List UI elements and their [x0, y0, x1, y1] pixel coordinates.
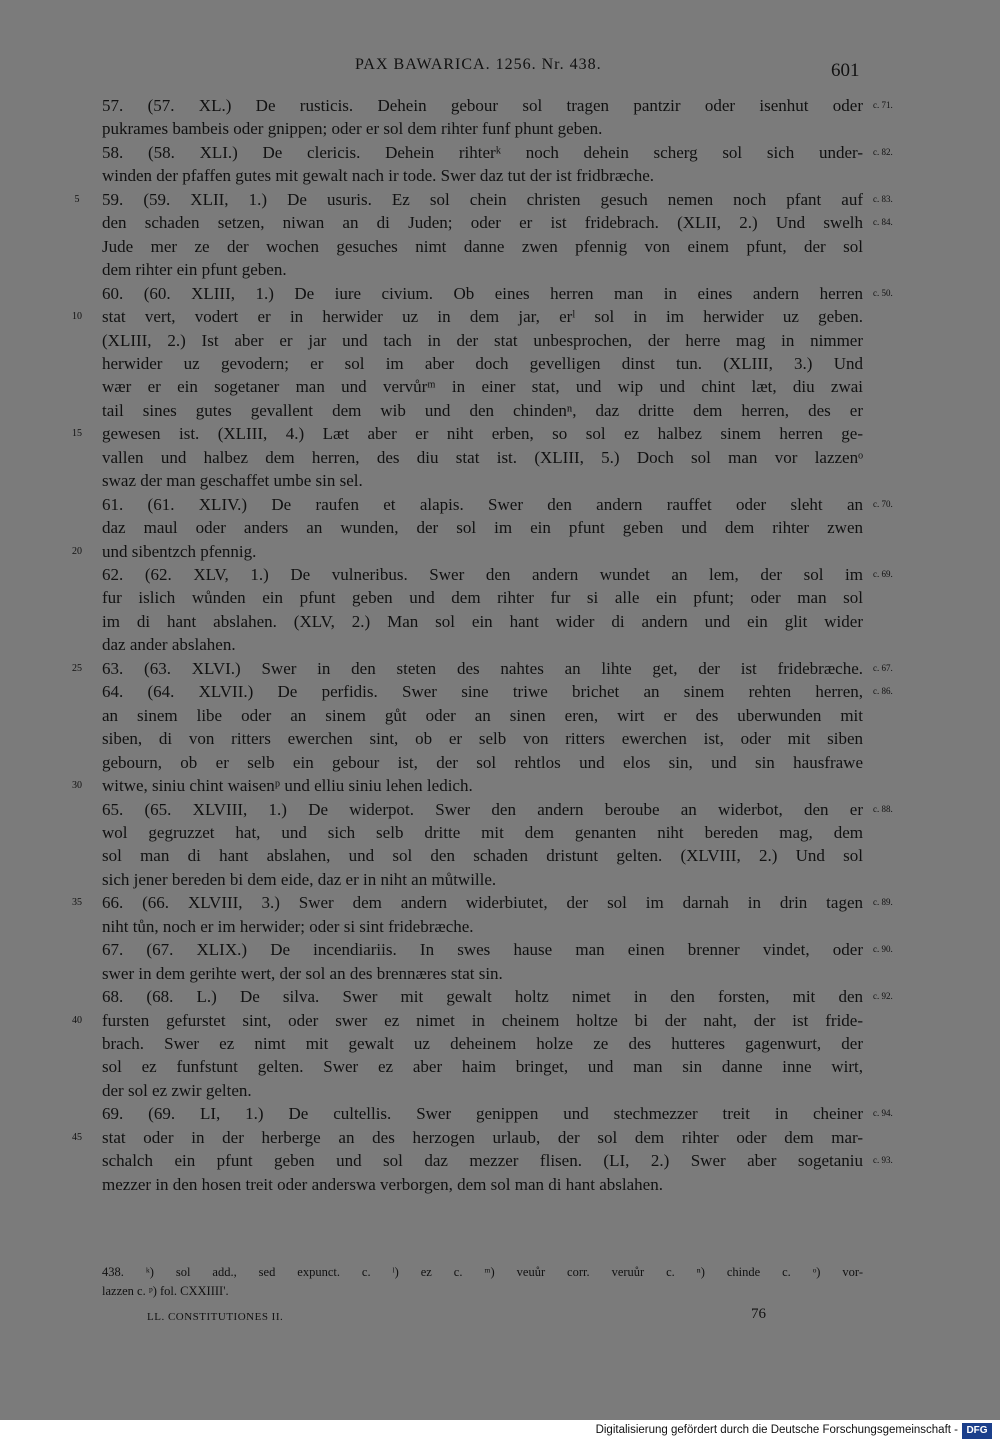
- text-line: niht tůn, noch er im herwider; oder si sint fridebræche.: [102, 916, 474, 936]
- text-line: brach. Swer ez nimt mit gewalt uz deheinem holze ze des hutteres gagenwurt, der: [102, 1034, 863, 1053]
- footnote-line: lazzen c. ᵖ) fol. CXXIIII'.: [102, 1284, 229, 1298]
- text-line: 63. (63. XLVI.) Swer in den steten des nahtes an lihte get, der ist fridebræche.: [102, 658, 863, 678]
- text-line: swer in dem gerihte wert, der sol an des brennæres stat sin.: [102, 963, 503, 983]
- text-line: tail sines gutes gevallent dem wib und den chindenⁿ, daz dritte dem herren, des er: [102, 400, 863, 420]
- footnote-line: 438. ᵏ) sol add., sed expunct. c. ˡ) ez c. ᵐ) veuůr corr. veruůr c. ⁿ) chinde c. ᵒ) vor-: [102, 1265, 863, 1279]
- text-line: winden der pfaffen gutes mit gewalt nach ir tode. Swer daz tut der ist fridbræche.: [102, 166, 655, 186]
- text-line: pukrames bambeis oder gnippen; oder er sol dem rihter funf phunt geben.: [102, 119, 603, 139]
- margin-reference: c. 90.: [873, 944, 893, 955]
- text-line: fur islich wůnden ein pfunt geben und dem rihter fur si alle ein pfunt; oder man sol: [102, 588, 863, 608]
- text-line: daz maul oder anders an wunden, der sol im ein pfunt geben und dem rihter zwen: [102, 518, 863, 538]
- funding-notice: Digitalisierung gefördert durch die Deutsche Forschungsgemeinschaft -: [595, 1424, 958, 1436]
- text-line: 60. (60. XLIII, 1.) De iure civium. Ob eines herren man in eines andern herren: [102, 283, 863, 303]
- digitization-banner: [0, 1420, 1000, 1444]
- text-line: 62. (62. XLV, 1.) De vulneribus. Swer den andern wundet an lem, der sol im: [102, 565, 863, 584]
- line-number: 15: [72, 428, 82, 440]
- running-header: PAX BAWARICA. 1256. Nr. 438.: [355, 56, 602, 73]
- text-line: herwider uz gevodern; er sol im aber doch gevelligen dinst tun. (XLIII, 3.) Und: [102, 353, 863, 373]
- text-line: dem rihter ein pfunt geben.: [102, 260, 287, 280]
- text-line: fursten gefurstet sint, oder swer ez nimet in cheinem holtze bi der naht, der ist fride-: [102, 1010, 863, 1030]
- line-number: 45: [72, 1131, 82, 1143]
- text-line: wol gegruzzet hat, und sich selb dritte mit dem genanten niht bereden mag, dem: [102, 822, 863, 842]
- text-line: 61. (61. XLIV.) De raufen et alapis. Swer den andern rauffet oder sleht an: [102, 494, 863, 514]
- text-line: Jude mer ze der wochen gesuches nimt danne zwen pfennig von einem pfunt, der sol: [102, 236, 863, 256]
- margin-reference: c. 67.: [873, 662, 893, 673]
- text-line: schalch ein pfunt geben und sol daz mezzer flisen. (LI, 2.) Swer aber sogetaniu: [102, 1151, 863, 1171]
- margin-reference: c. 92.: [873, 991, 893, 1002]
- margin-reference: c. 89.: [873, 897, 893, 908]
- text-line: sol ez funfstunt gelten. Swer ez aber haim bringet, und man sin danne inne wirt,: [102, 1057, 863, 1077]
- text-line: sich jener bereden bi dem eide, daz er in niht an můtwille.: [102, 869, 497, 889]
- text-line: wær er ein sogetaner man und vervůrᵐ in einer stat, und wip und chint læt, diu zwai: [102, 377, 863, 397]
- text-line: 59. (59. XLII, 1.) De usuris. Ez sol chein christen gesuch nemen noch pfant auf: [102, 189, 863, 209]
- text-line: im di hant abslahen. (XLV, 2.) Man sol ein hant wider di andern und ein glit wider: [102, 611, 863, 631]
- line-number: 20: [72, 545, 82, 557]
- text-line: vallen und halbez dem herren, des diu stat ist. (XLIII, 5.) Doch sol man vor lazzenᵒ: [102, 447, 863, 467]
- text-line: 58. (58. XLI.) De clericis. Dehein rihterᵏ noch dehein scherg sol sich under-: [102, 142, 863, 162]
- text-line: swaz der man geschaffet umbe sin sel.: [102, 471, 363, 491]
- line-number: 10: [72, 311, 82, 323]
- line-number: 40: [72, 1014, 82, 1026]
- text-line: siben, di von ritters ewerchen sint, ob er selb von ritters ewerchen ist, oder mit siben: [102, 729, 863, 749]
- margin-reference: c. 86.: [873, 686, 893, 697]
- margin-reference: c. 88.: [873, 803, 893, 814]
- line-number: 35: [72, 897, 82, 909]
- margin-reference: c. 84.: [873, 217, 893, 228]
- margin-reference: c. 70.: [873, 498, 893, 509]
- text-line: 67. (67. XLIX.) De incendiariis. In swes hause man einen brenner vindet, oder: [102, 940, 863, 960]
- text-line: den schaden setzen, niwan an di Juden; oder er ist fridebrach. (XLII, 2.) Und swelh: [102, 213, 863, 233]
- page-number: 601: [831, 60, 860, 81]
- text-line: gewesen ist. (XLIII, 4.) Læt aber er niht erben, so sol ez halbez sinem herren ge-: [102, 424, 863, 444]
- text-line: 66. (66. XLVIII, 3.) Swer dem andern widerbiutet, der sol im darnah in drin tagen: [102, 893, 863, 913]
- text-line: und sibentzch pfennig.: [102, 541, 257, 561]
- text-line: 68. (68. L.) De silva. Swer mit gewalt holtz nimet in den forsten, mit den: [102, 987, 863, 1007]
- text-line: sol man di hant abslahen, und sol den schaden dristunt gelten. (XLVIII, 2.) Und sol: [102, 846, 863, 866]
- line-number: 25: [72, 662, 82, 674]
- text-line: 64. (64. XLVII.) De perfidis. Swer sine triwe brichet an sinem rehten herren,: [102, 682, 863, 702]
- line-number: 5: [74, 193, 80, 205]
- margin-reference: c. 93.: [873, 1155, 893, 1166]
- margin-reference: c. 94.: [873, 1108, 893, 1119]
- margin-reference: c. 50.: [873, 287, 893, 298]
- text-line: 57. (57. XL.) De rusticis. Dehein gebour sol tragen pantzir oder isenhut oder: [102, 96, 863, 115]
- text-line: 69. (69. LI, 1.) De cultellis. Swer genippen und stechmezzer treit in cheiner: [102, 1104, 863, 1124]
- margin-reference: c. 71.: [873, 100, 893, 110]
- text-line: der sol ez zwir gelten.: [102, 1080, 252, 1100]
- text-line: stat oder in der herberge an des herzogen urlaub, der sol dem rihter oder dem mar-: [102, 1127, 863, 1147]
- text-line: witwe, siniu chint waisenᵖ und elliu siniu lehen ledich.: [102, 776, 473, 796]
- sheet-number: 76: [751, 1306, 766, 1322]
- text-line: stat vert, vodert er in herwider uz in dem jar, erˡ sol in im herwider uz geben.: [102, 307, 863, 327]
- text-line: an sinem libe oder an sinem gůt oder an sinen eren, wirt er des uberwunden mit: [102, 705, 863, 725]
- signature-mark: LL. CONSTITUTIONES II.: [147, 1311, 284, 1323]
- text-line: (XLIII, 2.) Ist aber er jar und tach in der stat unbesprochen, der herre mag in nimmer: [102, 330, 863, 350]
- margin-reference: c. 69.: [873, 569, 893, 579]
- text-line: mezzer in den hosen treit oder anderswa verborgen, dem sol man di hant abslahen.: [102, 1174, 663, 1194]
- line-number: 30: [72, 780, 82, 792]
- text-line: daz ander abslahen.: [102, 635, 236, 655]
- text-line: 65. (65. XLVIII, 1.) De widerpot. Swer den andern beroube an widerbot, den er: [102, 799, 863, 819]
- text-line: gebourn, ob er selb ein gebour ist, der sol rehtlos und elos sin, und sin hausfrawe: [102, 752, 863, 772]
- dfg-logo: DFG: [962, 1423, 992, 1439]
- margin-reference: c. 82.: [873, 146, 893, 157]
- margin-reference: c. 83.: [873, 193, 893, 204]
